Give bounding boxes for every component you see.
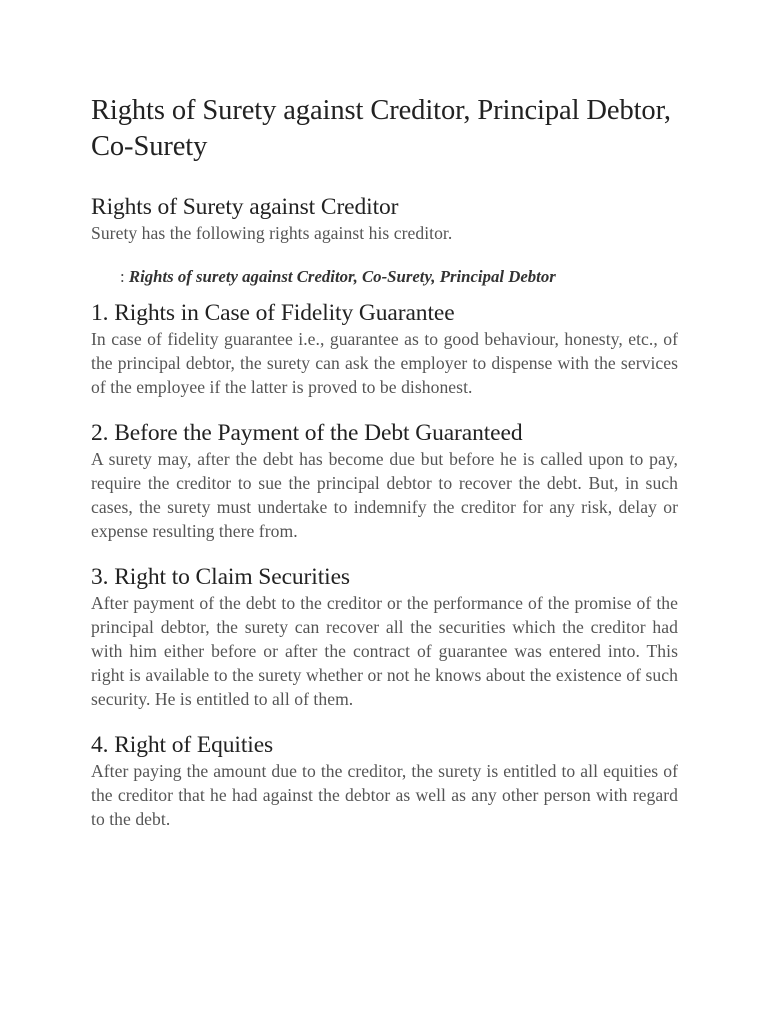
document-title: Rights of Surety against Creditor, Principal Debtor, Co-Surety	[91, 95, 671, 162]
caption-prefix: :	[120, 267, 125, 286]
section-body: After payment of the debt to the creditor or the performance of the promise of the principal debtor, the surety can recover all the securities which the creditor had with him either before or after the contract of guarantee was entered into. This right is available to the surety whether or not he knows about the existence of such security. He is entitled to all of them.	[91, 593, 678, 709]
caption-text: Rights of surety against Creditor, Co-Surety, Principal Debtor	[128, 267, 556, 286]
section-body: A surety may, after the debt has become due but before he is called upon to pay, require the creditor to sue the principal debtor to recover the debt. But, in such cases, the surety must undertake to indemnify the creditor for any risk, delay or expense resulting there from.	[91, 449, 678, 541]
intro-heading: Rights of Surety against Creditor	[91, 194, 399, 220]
figure-caption	[91, 266, 678, 288]
section-heading: 1. Rights in Case of Fidelity Guarantee	[91, 300, 455, 326]
section-right-of-equities	[91, 731, 678, 831]
section-body: After paying the amount due to the creditor, the surety is entitled to all equities of the creditor that he had against the debtor as well as any other person with regard to the debt.	[91, 761, 678, 829]
section-heading: 3. Right to Claim Securities	[91, 564, 350, 590]
section-claim-securities	[91, 563, 678, 711]
section-heading: 4. Right of Equities	[91, 732, 274, 758]
section-before-payment	[91, 419, 678, 543]
section-heading: 2. Before the Payment of the Debt Guaranteed	[91, 420, 523, 446]
intro-text: Surety has the following rights against his creditor.	[91, 223, 453, 243]
section-fidelity-guarantee	[91, 299, 678, 399]
section-body: In case of fidelity guarantee i.e., guarantee as to good behaviour, honesty, etc., of the principal debtor, the surety can ask the employer to dispense with the services of the employee if the latter is proved to be dishonest.	[91, 329, 678, 397]
document-page	[91, 93, 678, 831]
